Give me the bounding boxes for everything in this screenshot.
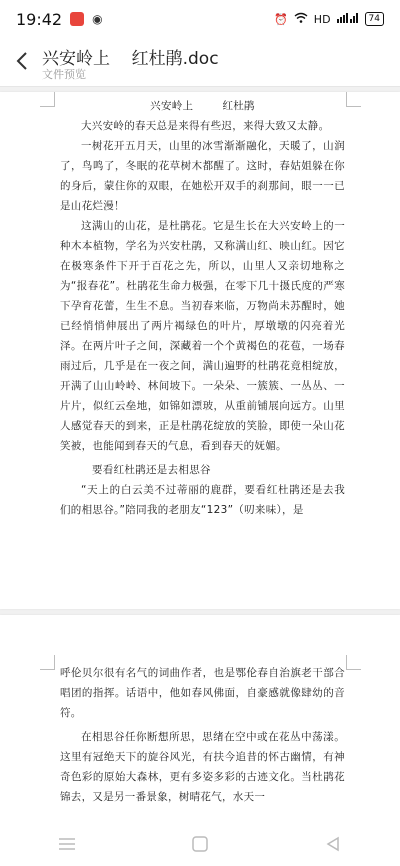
signal-icon [337, 12, 359, 26]
app-header [0, 38, 400, 87]
paragraph: 这满山的山花，是杜鹃花。它是生长在大兴安岭上的一种木本植物，学名为兴安杜鹃，又称满山红、映山红。因它在极寒条件下开于百花之先，所以，山里人又亲切地称之为“报春花”。杜鹃花生命力极强，在零下几十摄氏度的严寒下孕育花蕾，生生不息。当初春来临，万物尚未苏醒时，她已经悄悄伸展出了两片褐绿色的叶片，厚墩墩的闪亮着光泽。在两片叶子之间，深藏着一个个黄褐色的花苞，一场春雨过后，几乎是在一夜之间，满山遍野的杜鹃花竟相绽放，开满了山山岭岭、林间坡下。一朵朵、一簇簇、一丛丛、一片片，似红云垒地，如锦如漂玻，从重前铺展向远方。山里人感觉春天的到来，正是杜鹃花绽放的笑脸，即使一朵山花笑被，也能闻到春天的气息，看到春天的妩媚。 [60, 220, 345, 452]
recent-apps-button[interactable] [57, 834, 77, 854]
page-corner-mark [346, 655, 361, 670]
status-bar [0, 0, 400, 38]
back-nav-button[interactable] [323, 834, 343, 854]
page-corner-mark [40, 92, 55, 107]
triangle-back-icon [325, 836, 341, 852]
paragraph: 呼伦贝尔很有名气的词曲作者，也是鄂伦春自治旗老干部合唱团的指挥。话语中，他如春风佛面，自豪感就像肆幼的音符。 [60, 667, 345, 719]
section-heading: 要看红杜鹃还是去相思谷 [92, 464, 211, 476]
file-subtitle: 文件预览 [42, 68, 86, 81]
wifi-icon [294, 12, 308, 26]
weibo-icon: ◉ [92, 12, 103, 26]
page-1-text [60, 96, 345, 520]
app-notification-icon [70, 12, 84, 26]
status-time: 19:42 [16, 9, 63, 29]
page-corner-mark [40, 655, 55, 670]
document-title: 兴安岭上 红杜鹃 [150, 100, 255, 112]
battery-icon: 74 [365, 12, 384, 26]
file-title: 兴安岭上 红杜鹃.doc [42, 49, 219, 69]
document-page-1 [0, 92, 400, 609]
document-page-2 [0, 615, 400, 835]
page-corner-mark [346, 92, 361, 107]
status-left [16, 10, 103, 29]
network-type-label: HD [313, 12, 331, 26]
menu-icon [59, 838, 75, 850]
home-square-icon [192, 836, 208, 852]
chevron-left-icon [16, 51, 28, 71]
back-button[interactable] [10, 46, 34, 76]
page-2-text [60, 663, 345, 807]
paragraph: 在相思谷任你断想所思，思绪在空中或在花丛中荡漾。这里有冠绝天下的旋谷风光，有扶今追昔的怀古幽情，有神奇色彩的原始大森林，更有多姿多彩的古迹文化。当杜鹃花锦去，又是另一番景象，树晴花气，水天一 [60, 731, 345, 803]
home-button[interactable] [190, 834, 210, 854]
alarm-icon: ⏰ [274, 12, 288, 26]
system-nav-bar [0, 822, 400, 866]
paragraph: 一树花开五月天，山里的冰雪渐渐融化，天暖了，山润了，鸟鸣了，冬眠的花草树木都醒了。这时，春姑姐躲在你的身后，蒙住你的双眼，在她松开双手的刹那间，眼一一已是山花烂漫！ [60, 140, 345, 212]
paragraph: “天上的白云美不过蒂丽的鹿群，要看红杜鹃还是去我们的相思谷。”陪同我的老朋友“123”（叨来味），是 [60, 484, 345, 516]
paragraph: 大兴安岭的春天总是来得有些迟，来得大致又太静。 [81, 120, 330, 132]
status-right [274, 12, 384, 26]
